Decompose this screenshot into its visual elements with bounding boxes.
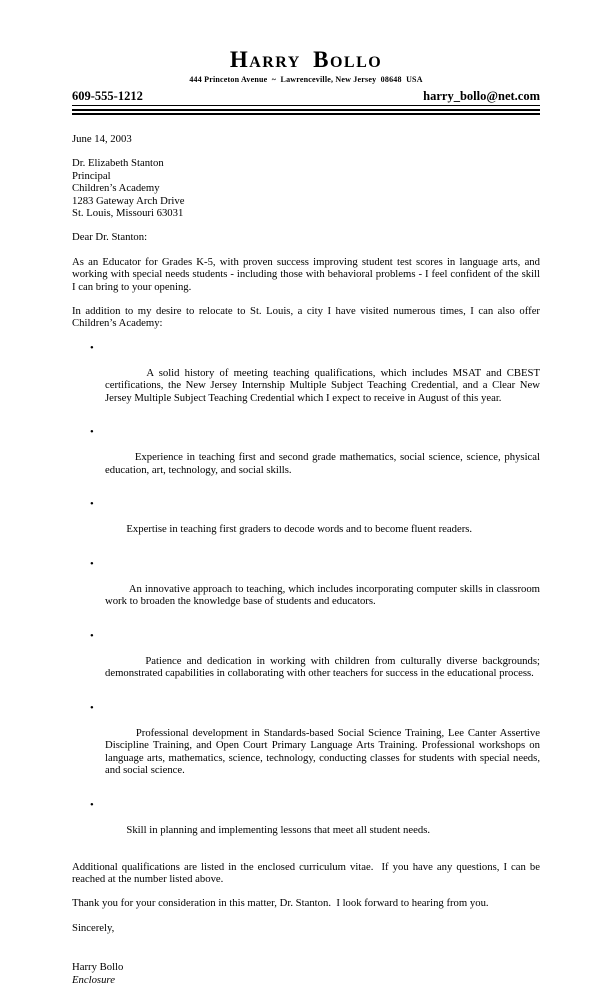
enclosure-note: Enclosure — [72, 973, 115, 986]
qualification-bullet-list — [72, 342, 543, 849]
bullet-text: Expertise in teaching first graders to decode words and to become fluent readers. — [126, 523, 473, 536]
bullet-text: An innovative approach to teaching, which includes incorporating computer skills in classroom work to broaden the knowledge base of students and educators. — [105, 582, 543, 608]
bullet-icon — [90, 426, 94, 438]
phone-number: 609-555-1212 — [72, 89, 143, 103]
bullet-item — [72, 630, 543, 692]
closing-paragraph: Thank you for your consideration in this matter, Dr. Stanton. I look forward to hearing from you. — [72, 897, 489, 910]
letter-body — [72, 133, 543, 986]
letter-page — [0, 47, 612, 986]
bullet-icon — [90, 630, 94, 642]
bullet-item — [72, 702, 543, 789]
recipient-block — [72, 157, 540, 219]
recipient-name: Dr. Elizabeth Stanton — [72, 157, 164, 170]
recipient-city: St. Louis, Missouri 63031 — [72, 207, 184, 220]
contact-bar — [72, 90, 540, 106]
letterhead-address: 444 Princeton Avenue ~ Lawrenceville, New Jersey 08648 USA — [189, 75, 423, 84]
bullet-item — [72, 498, 540, 548]
bullet-icon — [90, 342, 94, 354]
date-line: June 14, 2003 — [72, 133, 132, 145]
bullet-item — [72, 342, 543, 416]
bullet-icon — [90, 702, 94, 714]
email-address: harry_bollo@net.com — [423, 89, 540, 103]
intro-paragraph: In addition to my desire to relocate to St. Louis, a city I have visited numerous times, I can also offer Children’s Academy: — [72, 305, 543, 330]
bullet-text: Professional development in Standards-based Social Science Training, Lee Canter Assertive Discipline Training, and Open Court Primary Language Arts Training. Professional workshops on language arts, mathematics, science, technology, conducting classes for students with special needs, and social science. — [105, 726, 543, 777]
bullet-item — [72, 558, 543, 620]
intro-paragraph: As an Educator for Grades K-5, with proven success improving student test scores in language arts, and working with special needs students - including those with behavioral problems - I feel confident of the skill I can bring to your opening. — [72, 255, 543, 293]
double-rule-divider — [72, 109, 540, 115]
letterhead — [0, 47, 612, 115]
letterhead-name: Harry Bollo — [229, 47, 383, 72]
salutation: Dear Dr. Stanton: — [72, 231, 148, 244]
recipient-title: Principal — [72, 169, 111, 182]
bullet-text: A solid history of meeting teaching qualifications, which includes MSAT and CBEST certifications, the New Jersey Internship Multiple Subject Teaching Credential, and a Clear New Jersey Multiple Subject Teaching Credential which I expect to receive in August of this year. — [105, 366, 543, 404]
signature-name: Harry Bollo — [72, 961, 124, 974]
valediction: Sincerely, — [72, 921, 115, 934]
bullet-text: Patience and dedication in working with children from culturally diverse backgrounds; demonstrated capabilities in collaborating with other teachers for success in the educational process. — [105, 654, 543, 680]
recipient-organization: Children’s Academy — [72, 182, 160, 195]
bullet-text: Skill in planning and implementing lessons that meet all student needs. — [126, 823, 431, 836]
bullet-icon — [90, 799, 94, 811]
bullet-item — [72, 799, 540, 849]
bullet-icon — [90, 498, 94, 510]
bullet-item — [72, 426, 543, 488]
bullet-text: Experience in teaching first and second grade mathematics, social science, science, physical education, art, technology, and social skills. — [105, 451, 543, 476]
recipient-street: 1283 Gateway Arch Drive — [72, 194, 185, 207]
closing-paragraph: Additional qualifications are listed in the enclosed curriculum vitae. If you have any questions, I can be reached at the number listed above. — [72, 860, 543, 885]
bullet-icon — [90, 558, 94, 570]
